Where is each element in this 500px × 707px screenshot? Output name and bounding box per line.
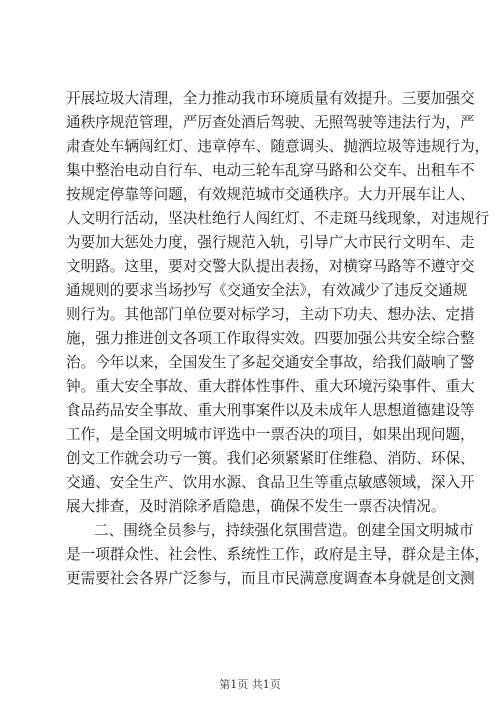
text-line: 钟。重大安全事故、重大群体性事件、重大环境污染事件、重大 <box>66 378 475 395</box>
text-line: 治。今年以来，全国发生了多起交通安全事故，给我们敲响了警 <box>66 354 475 371</box>
text-line: 展大排查，及时消除矛盾隐患，确保不发生一票否决情况。 <box>66 498 446 515</box>
text-line: 集中整治电动自行车、电动三轮车乱穿马路和公交车、出租车不 <box>66 162 475 179</box>
document-body <box>66 87 490 591</box>
text-line: 肃查处车辆闯红灯、违章停车、随意调头、抛洒垃圾等违规行为， <box>66 138 490 155</box>
paragraph-first-line: 二、围绕全员参与，持续强化氛围营造。创建全国文明城市 <box>94 522 474 539</box>
text-line: 通秩序规范管理，严厉查处酒后驾驶、无照驾驶等违法行为，严 <box>66 114 475 131</box>
text-line: 更需要社会各界广泛参与，而且市民满意度调查本身就是创文测 <box>66 570 475 587</box>
text-line: 则行为。其他部门单位要对标学习，主动下功夫、想办法、定措 <box>66 306 475 323</box>
text-line: 食品药品安全事故、重大刑事案件以及未成年人思想道德建设等 <box>66 402 475 419</box>
page-number-footer: 第1页 共1页 <box>219 678 281 691</box>
text-line: 施，强力推进创文各项工作取得实效。四要加强公共安全综合整 <box>66 330 475 347</box>
text-line: 是一项群众性、社会性、系统性工作，政府是主导，群众是主体， <box>66 546 490 563</box>
text-line: 开展垃圾大清理，全力推动我市环境质量有效提升。三要加强交 <box>66 90 475 107</box>
text-line: 文明路。这里，要对交警大队提出表扬，对横穿马路等不遵守交 <box>66 258 475 275</box>
text-line: 为要加大惩处力度，强行规范入轨，引导广大市民行文明车、走 <box>66 234 475 251</box>
text-line: 人文明行活动，坚决杜绝行人闯红灯、不走斑马线现象，对违规行 <box>66 210 490 227</box>
text-line: 创文工作就会功亏一篑。我们必须紧紧盯住维稳、消防、环保、 <box>66 450 475 467</box>
text-line: 工作，是全国文明城市评选中一票否决的项目，如果出现问题， <box>66 426 475 443</box>
text-line: 按规定停靠等问题，有效规范城市交通秩序。大力开展车让人、 <box>66 186 475 203</box>
text-line: 通规则的要求当场抄写《交通安全法》，有效减少了违反交通规 <box>66 282 468 299</box>
text-line: 交通、安全生产、饮用水源、食品卫生等重点敏感领域，深入开 <box>66 474 475 491</box>
